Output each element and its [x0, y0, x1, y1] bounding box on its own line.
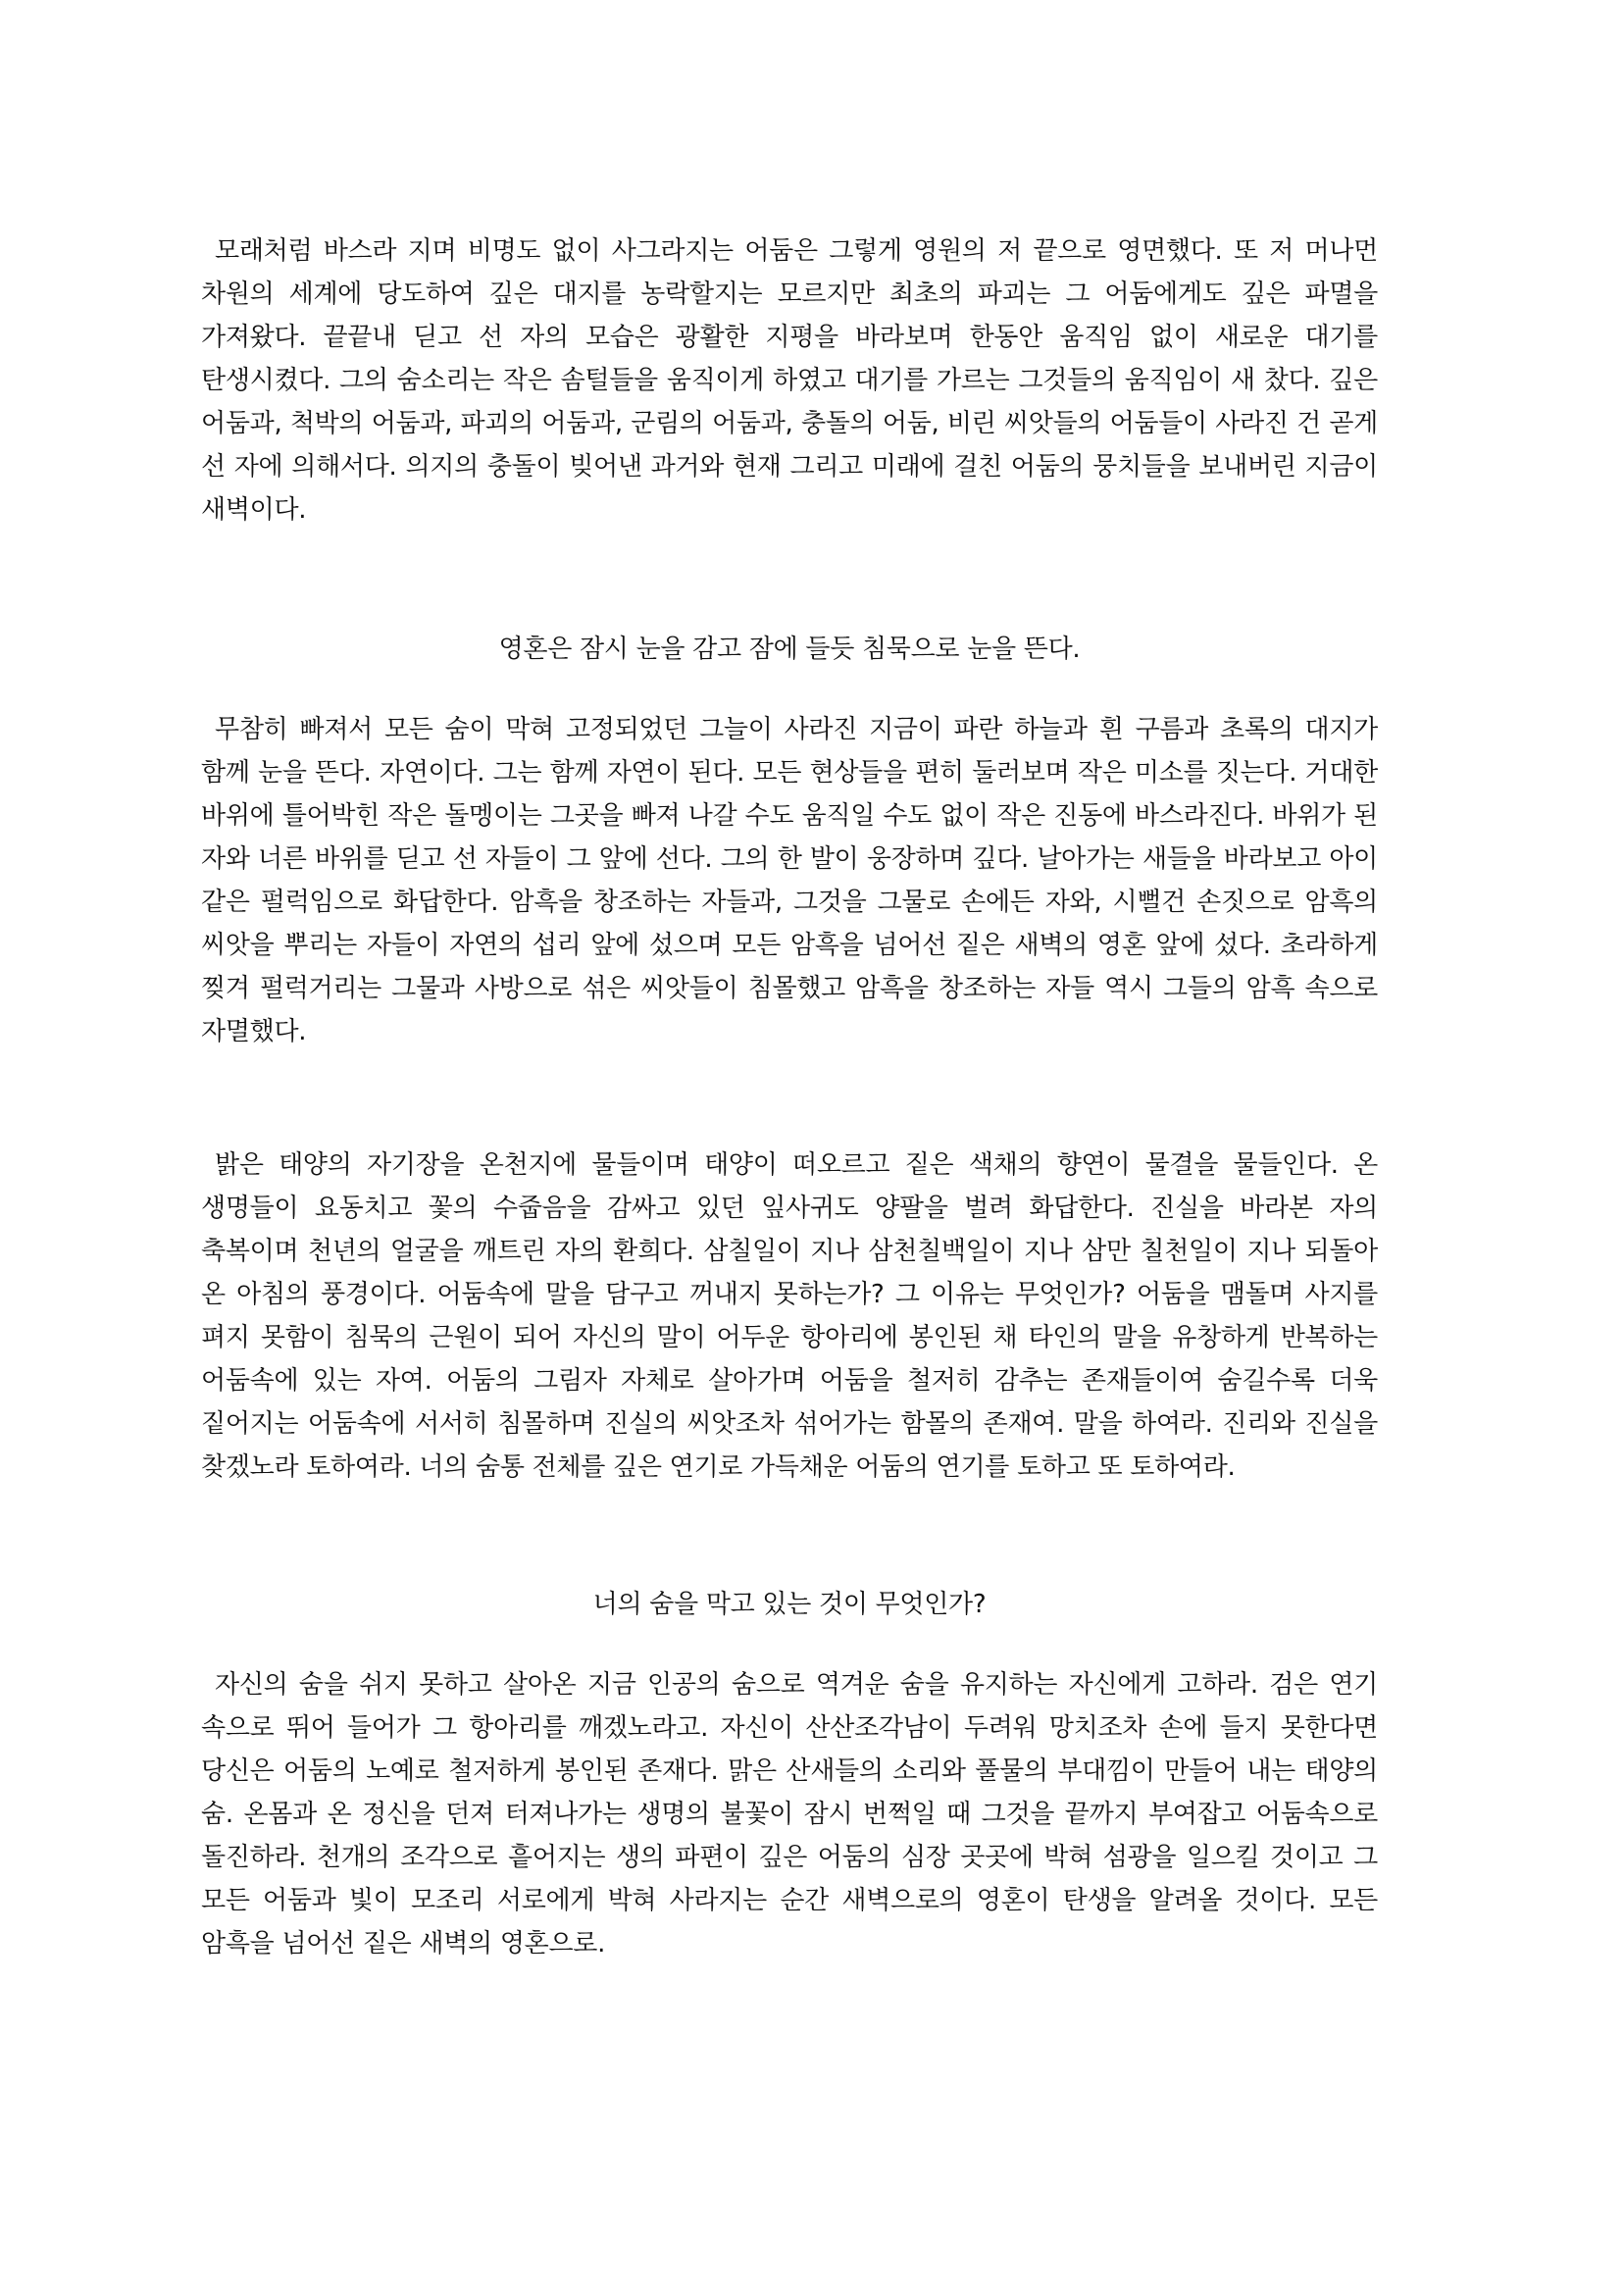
document-page [201, 0, 1378, 2289]
paragraph: 모래처럼 바스라 지며 비명도 없이 사그라지는 어둠은 그렇게 영원의 저 끝으로 영면했다. 또 저 머나먼 차원의 세계에 당도하여 깊은 대지를 농락할지는 모르지만 최초의 파괴는 그 어둠에게도 깊은 파멸을 가져왔다. 끝끝내 딛고 선 자의 모습은 광활한 지평을 바라보며 한동안 움직임 없이 새로운 대기를 탄생시켰다. 그의 숨소리는 작은 솜털들을 움직이게 하였고 대기를 가르는 그것들의 움직임이 새 찼다. 깊은 어둠과, 척박의 어둠과, 파괴의 어둠과, 군림의 어둠과, 충돌의 어둠, 비린 씨앗들의 어둠들이 사라진 건 곧게 선 자에 의해서다. 의지의 충돌이 빚어낸 과거와 현재 그리고 미래에 걸친 어둠의 뭉치들을 보내버린 지금이 새벽이다. [201, 236, 1378, 525]
paragraph: 무참히 빠져서 모든 숨이 막혀 고정되었던 그늘이 사라진 지금이 파란 하늘과 흰 구름과 초록의 대지가 함께 눈을 뜬다. 자연이다. 그는 함께 자연이 된다. 모든 현상들을 편히 둘러보며 작은 미소를 짓는다. 거대한 바위에 틀어박힌 작은 돌멩이는 그곳을 빠져 나갈 수도 움직일 수도 없이 작은 진동에 바스라진다. 바위가 된 자와 너른 바위를 딛고 선 자들이 그 앞에 선다. 그의 한 발이 웅장하며 깊다. 날아가는 새들을 바라보고 아이 같은 펄럭임으로 화답한다. 암흑을 창조하는 자들과, 그것을 그물로 손에든 자와, 시뻘건 손짓으로 암흑의 씨앗을 뿌리는 자들이 자연의 섭리 앞에 섰으며 모든 암흑을 넘어선 짙은 새벽의 영혼 앞에 섰다. 초라하게 찢겨 펄럭거리는 그물과 사방으로 섞은 씨앗들이 침몰했고 암흑을 창조하는 자들 역시 그들의 암흑 속으로 자멸했다. [201, 715, 1378, 1046]
paragraph: 밝은 태양의 자기장을 온천지에 물들이며 태양이 떠오르고 짙은 색채의 향연이 물결을 물들인다. 온 생명들이 요동치고 꽃의 수줍음을 감싸고 있던 잎사귀도 양팔을 벌려 화답한다. 진실을 바라본 자의 축복이며 천년의 얼굴을 깨트린 자의 환희다. 삼칠일이 지나 삼천칠백일이 지나 삼만 칠천일이 지나 되돌아 온 아침의 풍경이다. 어둠속에 말을 담구고 꺼내지 못하는가? 그 이유는 무엇인가? 어둠을 맴돌며 사지를 펴지 못함이 침묵의 근원이 되어 자신의 말이 어두운 항아리에 봉인된 채 타인의 말을 유창하게 반복하는 어둠속에 있는 자여. 어둠의 그림자 자체로 살아가며 어둠을 철저히 감추는 존재들이여 숨길수록 더욱 짙어지는 어둠속에 서서히 침몰하며 진실의 씨앗조차 섞어가는 함몰의 존재여. 말을 하여라. 진리와 진실을 찾겠노라 토하여라. 너의 숨통 전체를 깊은 연기로 가득채운 어둠의 연기를 토하고 또 토하여라. [201, 1150, 1378, 1482]
centered-line: 너의 숨을 막고 있는 것이 무엇인가? [592, 1590, 987, 1619]
paragraph: 자신의 숨을 쉬지 못하고 살아온 지금 인공의 숨으로 역겨운 숨을 유지하는 자신에게 고하라. 검은 연기 속으로 뛰어 들어가 그 항아리를 깨겠노라고. 자신이 산산조각남이 두려워 망치조차 손에 들지 못한다면 당신은 어둠의 노예로 철저하게 봉인된 존재다. 맑은 산새들의 소리와 풀물의 부대낌이 만들어 내는 태양의 숨. 온몸과 온 정신을 던져 터져나가는 생명의 불꽃이 잠시 번쩍일 때 그것을 끝까지 부여잡고 어둠속으로 돌진하라. 천개의 조각으로 흩어지는 생의 파편이 깊은 어둠의 심장 곳곳에 박혀 섬광을 일으킬 것이고 그 모든 어둠과 빛이 모조리 서로에게 박혀 사라지는 순간 새벽으로의 영혼이 탄생을 알려올 것이다. 모든 암흑을 넘어선 짙은 새벽의 영혼으로. [201, 1670, 1378, 1958]
centered-line: 영혼은 잠시 눈을 감고 잠에 들듯 침묵으로 눈을 뜬다. [498, 635, 1081, 664]
